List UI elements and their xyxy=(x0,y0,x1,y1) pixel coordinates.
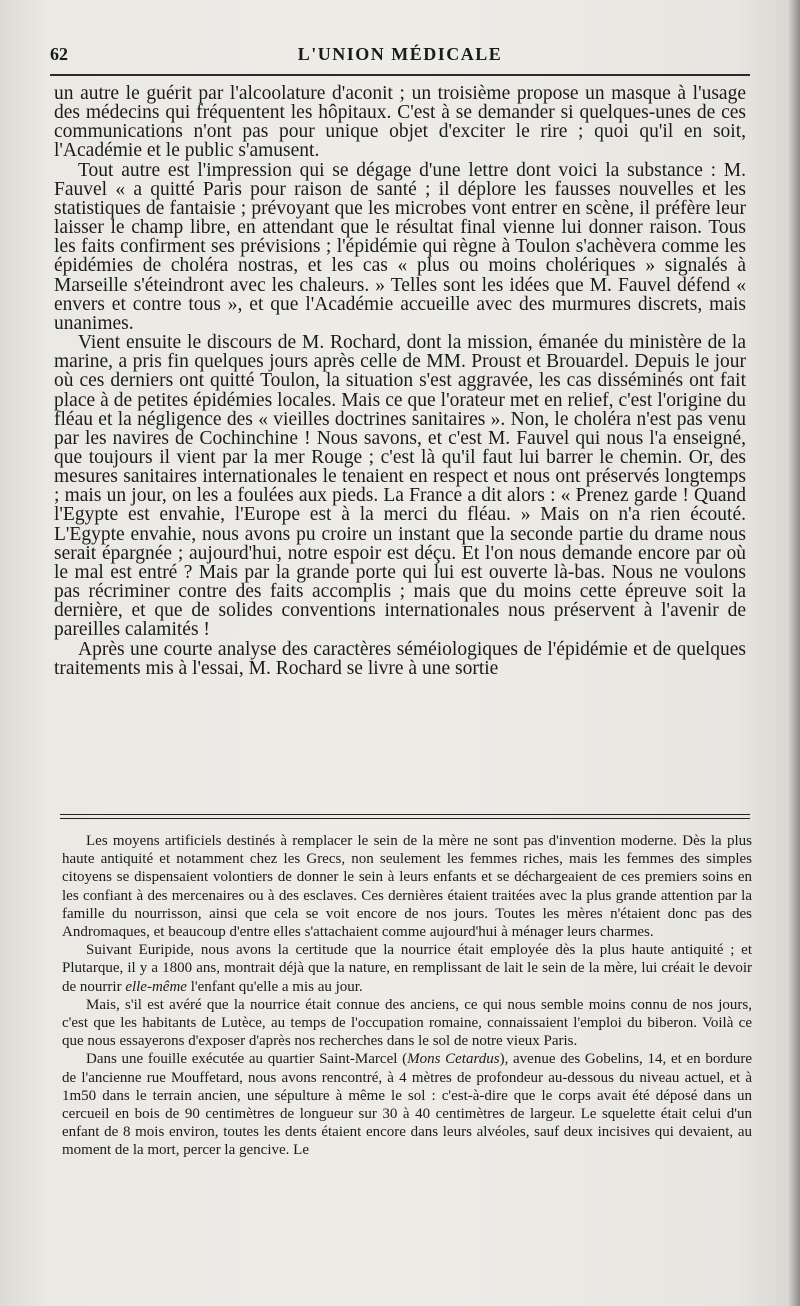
note-paragraph: Les moyens artificiels destinés à remplacer le sein de la mère ne sont pas d'invention moderne. Dès la plus haute antiquité et notamment chez les Grecs, non seulement les femmes riches, mais les femmes des simples citoyens se dispensaient volontiers de donner le sein à leurs enfants et se déchargeaient de ces premiers soins en les confiant à des mercenaires ou à des esclaves. Ces dernières étaient traitées avec la plus grande attention par la famille du nourrisson, ainsi que cela se voit encore de nos jours. Toutes les mères n'étaient donc pas des Andromaques, et beaucoup d'entre elles s'attachaient comme aujourd'hui à ménager leurs charmes. xyxy=(62,833,752,941)
note-text-run: l'enfant qu'elle a mis au jour. xyxy=(186,978,363,995)
note-text-run: ), avenue des Gobelins, 14, et en bordure de l'ancienne rue Mouffetard, nous avons rencontré, à 4 mètres de profondeur au-dessous du niveau actuel, et à 1m50 dans le terrain ancien, une sépulture à même le sol : c'est-à-dire que le corps avait été déposé dans un cercueil en bois de 90 centimètres de longueur sur 30 à 40 centimètres de largeur. Le squelette était celui d'un enfant de 8 mois environ, toutes les dents étaient encore dans leurs alvéoles, sauf deux incisives qui devaient, au moment de la mort, percer la gencive. Le xyxy=(62,1051,752,1159)
note-text-run: Suivant Euripide, nous avons la certitude que la nourrice était employée dès la plus haute antiquité ; et Plutarque, il y a 1800 ans, montrait déjà que la nature, en remplissant de lait le sein de la mère, lui créait le devoir de nourrir xyxy=(62,942,752,995)
note-text-run: Dans une fouille exécutée au quartier Saint-Marcel ( xyxy=(86,1051,408,1068)
page-edge-shadow xyxy=(788,0,800,1306)
paragraph: un autre le guérit par l'alcoolature d'aconit ; un troisième propose un masque à l'usage des médecins qui fréquentent les hôpitaux. C'est à se demander si quelques-unes de ces communications n'ont pas pour unique objet d'exciter le rire ; quoi qu'il en soit, l'Académie et le public s'amusent. xyxy=(54,83,746,162)
header-rule xyxy=(50,74,750,76)
footnote-separator xyxy=(60,814,750,819)
paragraph: Vient ensuite le discours de M. Rochard, dont la mission, émanée du ministère de la marine, a pris fin quelques jours après celle de MM. Proust et Brouardel. Depuis le jour où ces derniers ont quitté Toulon, la situation s'est aggravée, les cas disséminés ont fait place à de petites épidémies locales. Mais ce que l'orateur met en relief, c'est l'origine du fléau et la négligence des « vieilles doctrines sanitaires ». Non, le choléra n'est pas venu par les navires de Cochinchine ! Nous savons, et c'est M. Fauvel qui nous l'a enseigné, que toujours il vient par la mer Rouge ; c'est là qu'il faut lui barrer le chemin. Or, des mesures sanitaires internationales le tenaient en respect et nous ont préservés longtemps ; mais un jour, on les a foulées aux pieds. La France a dit alors : « Prenez garde ! Quand l'Egypte est envahie, l'Europe est à la merci du fléau. » Mais on n'a rien écouté. L'Egypte envahie, nous avons pu croire un instant que la seconde partie du drame nous serait épargnée ; aujourd'hui, notre espoir est déçu. Et l'on nous demande encore par où le mal est entré ? Mais par la grande porte qui lui est ouverte là-bas. Nous ne voulons pas récriminer contre des faits accomplis ; mais que du moins cette épreuve soit la dernière, et que de solides conventions internationales nous préservent à l'avenir de pareilles calamités ! xyxy=(54,332,746,641)
note-paragraph xyxy=(62,1050,752,1159)
note-emphasis: elle-même xyxy=(125,978,187,995)
paragraph: Tout autre est l'impression qui se dégage d'une lettre dont voici la substance : M. Fauvel « a quitté Paris pour raison de santé ; il déplore les fausses nouvelles et les statistiques de fantaisie ; prévoyant que les microbes vont entrer en scène, il préfère leur laisser le champ libre, en attendant que le résultat final vienne lui donner raison. Tous les faits confirment ses prévisions ; l'épidémie qui règne à Toulon s'achèvera comme les épidémies de choléra nostras, et les cas « plus ou moins cholériques » signalés à Marseille s'éteindront avec les chaleurs. » Telles sont les idées que M. Fauvel défend « envers et contre tous », et que l'Académie accueille avec des murmures discrets, mais unanimes. xyxy=(54,159,746,334)
paragraph: Après une courte analyse des caractères séméiologiques de l'épidémie et de quelques traitements mis à l'essai, M. Rochard se livre à une sortie xyxy=(54,638,746,679)
page-header xyxy=(50,44,750,74)
page-number: 62 xyxy=(50,44,68,64)
note-paragraph: Mais, s'il est avéré que la nourrice était connue des anciens, ce qui nous semble moins connu de nos jours, c'est que les habitants de Lutèce, au temps de l'occupation romaine, connaissaient l'emploi du biberon. Voilà ce que nous essayerons d'exposer d'après nos recherches dans le sol de notre vieux Paris. xyxy=(62,996,752,1050)
main-text xyxy=(54,84,746,678)
note-emphasis: Mons Cetardus xyxy=(407,1051,500,1068)
footnote-text xyxy=(62,832,752,1160)
note-paragraph xyxy=(62,941,752,996)
running-title: L'UNION MÉDICALE xyxy=(297,44,503,64)
